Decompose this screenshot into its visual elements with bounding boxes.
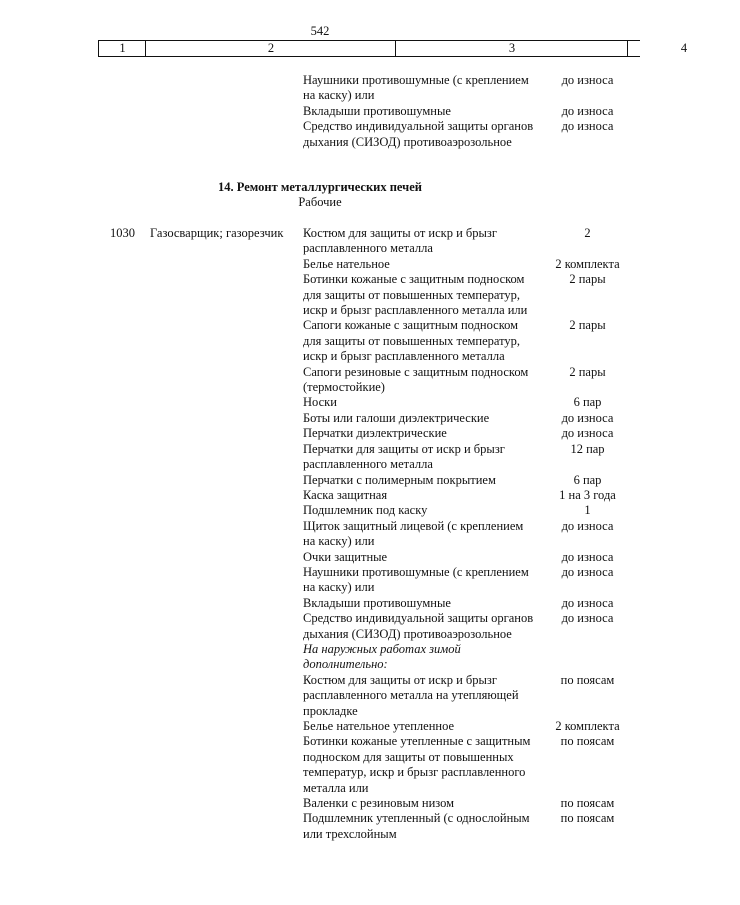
- item-quantity: по поясам: [560, 796, 615, 811]
- item-quantity: 1: [584, 503, 591, 518]
- item-description: Сапоги кожаные с защитным подноском для защиты от повышенных температур, искр и брызг расплавленного металла: [303, 318, 521, 364]
- list-item: [0, 365, 640, 396]
- item-quantity: 12 пар: [570, 441, 605, 456]
- item-description: Боты или галоши диэлектрические: [303, 410, 490, 425]
- item-quantity: до износа: [561, 611, 614, 626]
- list-item: [0, 104, 640, 119]
- header-col-2: 2: [145, 41, 396, 56]
- list-item: [0, 811, 640, 842]
- item-description: Перчатки для защиты от искр и брызг расплавленного металла: [303, 441, 505, 472]
- item-description: Белье нательное утепленное: [303, 719, 455, 733]
- list-item: [0, 503, 640, 518]
- item-quantity: по поясам: [560, 672, 615, 687]
- item-quantity: 1 на 3 года: [559, 487, 616, 502]
- item-description: Щиток защитный лицевой (с креплением на каску) или: [303, 518, 524, 549]
- item-quantity: до износа: [561, 518, 614, 533]
- section-heading: [0, 180, 640, 211]
- list-item: [0, 473, 640, 488]
- list-item: [0, 719, 640, 734]
- item-description: На наружных работах зимой дополнительно:: [303, 641, 461, 672]
- item-description: Подшлемник утепленный (с однослойным или трехслойным: [303, 811, 530, 841]
- list-item: [0, 550, 640, 565]
- item-description: Подшлемник под каску: [303, 503, 428, 518]
- item-quantity: 6 пар: [573, 395, 602, 410]
- list-item: [0, 519, 640, 550]
- page-number: 542: [310, 24, 330, 38]
- item-quantity: до износа: [561, 410, 614, 425]
- item-description: Ботинки кожаные утепленные с защитным подноском для защиты от повышенных температур, искр и брызг расплавленного металла или: [303, 734, 531, 795]
- item-quantity: по поясам: [560, 734, 615, 749]
- list-item: [0, 395, 640, 410]
- list-item: [0, 411, 640, 426]
- list-item: [0, 426, 640, 441]
- item-quantity: 2: [584, 226, 591, 240]
- row-code: 1030: [110, 226, 135, 240]
- continued-items: [0, 73, 640, 150]
- table-header: [98, 40, 688, 57]
- item-description: Носки: [303, 395, 337, 410]
- item-quantity: 2 пары: [569, 318, 606, 333]
- list-item: [0, 642, 640, 673]
- row-profession: Газосварщик; газорезчик: [150, 226, 284, 240]
- item-quantity: до износа: [561, 426, 614, 441]
- item-description: Средство индивидуальной защиты органов дыхания (СИЗОД) противоаэрозольное: [303, 611, 534, 641]
- item-description: Вкладыши противошумные: [303, 595, 451, 610]
- item-description: Наушники противошумные (с креплением на каску) или: [303, 564, 529, 595]
- item-description: Каска защитная: [303, 487, 388, 502]
- item-description: Очки защитные: [303, 549, 388, 564]
- table-row: [0, 226, 640, 842]
- item-quantity: до износа: [561, 73, 614, 87]
- list-item: [0, 257, 640, 272]
- list-item: [0, 318, 640, 364]
- list-item: [0, 596, 640, 611]
- item-quantity: до износа: [561, 564, 614, 579]
- list-item: [0, 73, 640, 104]
- item-quantity: 2 пары: [569, 272, 606, 287]
- list-item: [0, 488, 640, 503]
- header-col-4: 4: [627, 41, 740, 56]
- item-description: Костюм для защиты от искр и брызг расплавленного металла на утепляющей прокладке: [303, 672, 519, 718]
- item-quantity: 2 пары: [569, 364, 606, 379]
- section-title: 14. Ремонт металлургических печей: [218, 180, 422, 194]
- item-description: Перчатки диэлектрические: [303, 426, 447, 441]
- item-quantity: 6 пар: [573, 472, 602, 487]
- item-description: Вкладыши противошумные: [303, 103, 451, 118]
- item-quantity: до износа: [561, 549, 614, 564]
- item-quantity: 2 комплекта: [555, 256, 620, 271]
- list-item: [0, 226, 640, 257]
- list-item: [0, 611, 640, 642]
- item-description: Перчатки с полимерным покрытием: [303, 472, 496, 487]
- item-description: Костюм для защиты от искр и брызг расплавленного металла: [303, 226, 498, 256]
- item-description: Средство индивидуальной защиты органов дыхания (СИЗОД) противоаэрозольное: [303, 119, 534, 149]
- item-quantity: до износа: [561, 103, 614, 118]
- item-quantity: до износа: [561, 595, 614, 610]
- list-item: [0, 673, 640, 719]
- list-item: [0, 442, 640, 473]
- item-description: Белье нательное: [303, 256, 390, 271]
- row-items: [0, 226, 640, 842]
- item-description: Валенки с резиновым низом: [303, 796, 455, 811]
- list-item: [0, 272, 640, 318]
- item-quantity: по поясам: [560, 811, 615, 826]
- section-subtitle: Рабочие: [298, 195, 342, 210]
- item-quantity: 2 комплекта: [555, 719, 620, 733]
- item-quantity: до износа: [561, 119, 614, 134]
- list-item: [0, 796, 640, 811]
- list-item: [0, 119, 640, 150]
- list-item: [0, 734, 640, 796]
- item-description: Наушники противошумные (с креплением на каску) или: [303, 73, 529, 103]
- header-col-1: 1: [98, 41, 146, 56]
- list-item: [0, 565, 640, 596]
- item-description: Сапоги резиновые с защитным подноском (термостойкие): [303, 364, 529, 395]
- header-col-3: 3: [395, 41, 628, 56]
- item-description: Ботинки кожаные с защитным подноском для защиты от повышенных температур, искр и брызг расплавленного металла или: [303, 272, 528, 318]
